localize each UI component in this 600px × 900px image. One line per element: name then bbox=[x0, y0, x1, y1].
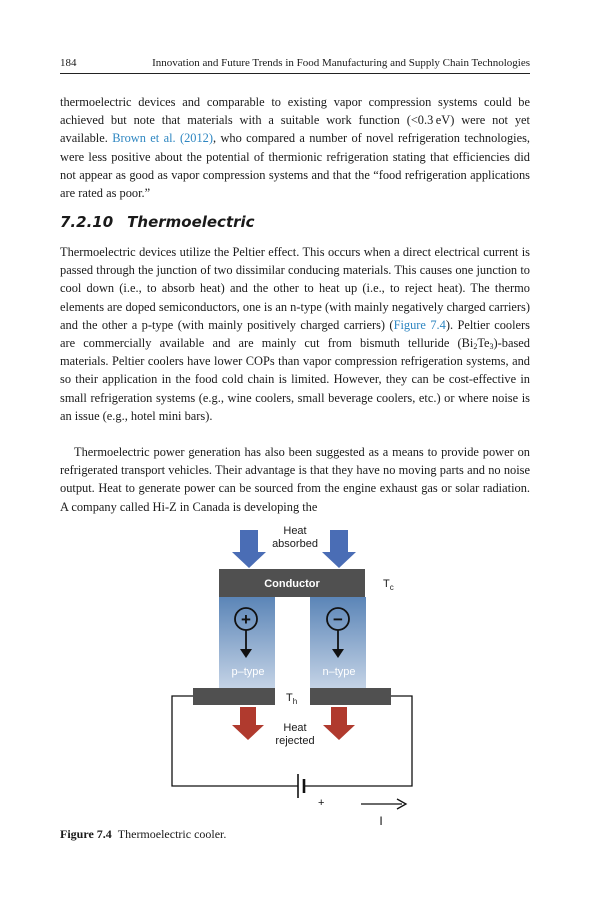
battery-plus-label: + bbox=[318, 797, 325, 809]
running-header bbox=[60, 57, 530, 74]
heat-rejected-label-line1: Heat bbox=[283, 722, 307, 734]
paragraph-1 bbox=[60, 93, 530, 202]
subscript-3: 3 bbox=[489, 342, 494, 352]
circuit-wire-right bbox=[304, 696, 412, 786]
figure-caption-text: Thermoelectric cooler. bbox=[117, 827, 227, 841]
paragraph-2-text-b: ). Peltier coolers are commercially available and are mainly cut from bismuth telluride (Bi bbox=[60, 317, 530, 351]
paragraph-2-text-d: )-based materials. Peltier coolers have lower COPs than vapor compression refrigeration systems, and so their application in the food cold chain is limited. However, they can be cost-effective in small refrigeration systems (e.g., wine coolers, small beverage coolers, etc.) or where noise is an issue (e.g., hotel mini bars). bbox=[60, 336, 530, 423]
section-heading bbox=[60, 213, 255, 231]
heat-absorbed-arrow-left bbox=[232, 530, 266, 568]
paragraph-2-text-c: Te bbox=[477, 336, 490, 351]
heat-absorbed-arrow-right bbox=[322, 530, 356, 568]
tc-label: $T_c$ bbox=[383, 578, 394, 592]
paragraph-3-text: Thermoelectric power generation has also been suggested as a means to provide power on refrigerated transport vehicles. Their advantage is that they have no moving parts and no noise output. Heat to generate power can be sourced from the engine exhaust gas or solar radiation. A company called Hi-Z in Canada is developing the bbox=[60, 445, 530, 514]
subscript-2: 2 bbox=[473, 342, 478, 352]
paragraph-2-text-a: Thermoelectric devices utilize the Peltier effect. This occurs when a direct electrical current is passed through the junction of two dissimilar conducing materials. This causes one junction to cool down (i.e., to absorb heat) and the other to heat up (i.e., to reject heat). The thermo elements are doped semiconductors, one is an n-type (with mainly negatively charged carriers) and the other a p-type (with mainly positively charged carriers) ( bbox=[60, 245, 530, 332]
page-number: 184 bbox=[60, 57, 77, 69]
current-label: I bbox=[379, 814, 383, 828]
heat-absorbed-label-line1: Heat bbox=[283, 525, 307, 537]
heat-rejected-arrow-left bbox=[232, 707, 264, 740]
p-type-label: p–type bbox=[231, 666, 265, 678]
bottom-conductor-left bbox=[193, 688, 275, 705]
running-title: Innovation and Future Trends in Food Manufacturing and Supply Chain Technologies bbox=[152, 57, 530, 69]
conductor-label: Conductor bbox=[264, 578, 320, 590]
heat-rejected-label-line2: rejected bbox=[275, 735, 315, 747]
plus-symbol: + bbox=[241, 610, 251, 629]
section-title: Thermoelectric bbox=[127, 213, 255, 231]
th-label: $T_h$ bbox=[286, 692, 298, 706]
figure-thermoelectric-cooler bbox=[0, 500, 600, 840]
figure-caption-label: Figure 7.4 bbox=[60, 827, 112, 841]
paragraph-2 bbox=[60, 243, 530, 425]
figure-caption bbox=[60, 827, 226, 842]
n-type-label: n–type bbox=[322, 666, 356, 678]
figure-link-7-4[interactable]: Figure 7.4 bbox=[393, 317, 446, 332]
section-number: 7.2.10 bbox=[60, 213, 114, 231]
heat-absorbed-label-line2: absorbed bbox=[272, 538, 318, 550]
bottom-conductor-right bbox=[310, 688, 391, 705]
citation-link-brown-2012[interactable]: Brown et al. (2012) bbox=[112, 131, 214, 146]
heat-rejected-arrow-right bbox=[323, 707, 355, 740]
paragraph-1-text-b: , who compared a number of novel refrigeration technologies, were less positive about the potential of thermionic refrigeration stating that efficiencies did not appear as good as vapor compression systems and that the “food refrigeration applications are rated as poor.” bbox=[60, 131, 531, 201]
paragraph-1-text-a: thermoelectric devices and comparable to existing vapor compression systems could be achieved but note that materials with a suitable work function (<0.3 eV) were not yet available. bbox=[60, 95, 530, 146]
minus-symbol: − bbox=[333, 610, 343, 629]
figure-diagram bbox=[0, 500, 600, 840]
